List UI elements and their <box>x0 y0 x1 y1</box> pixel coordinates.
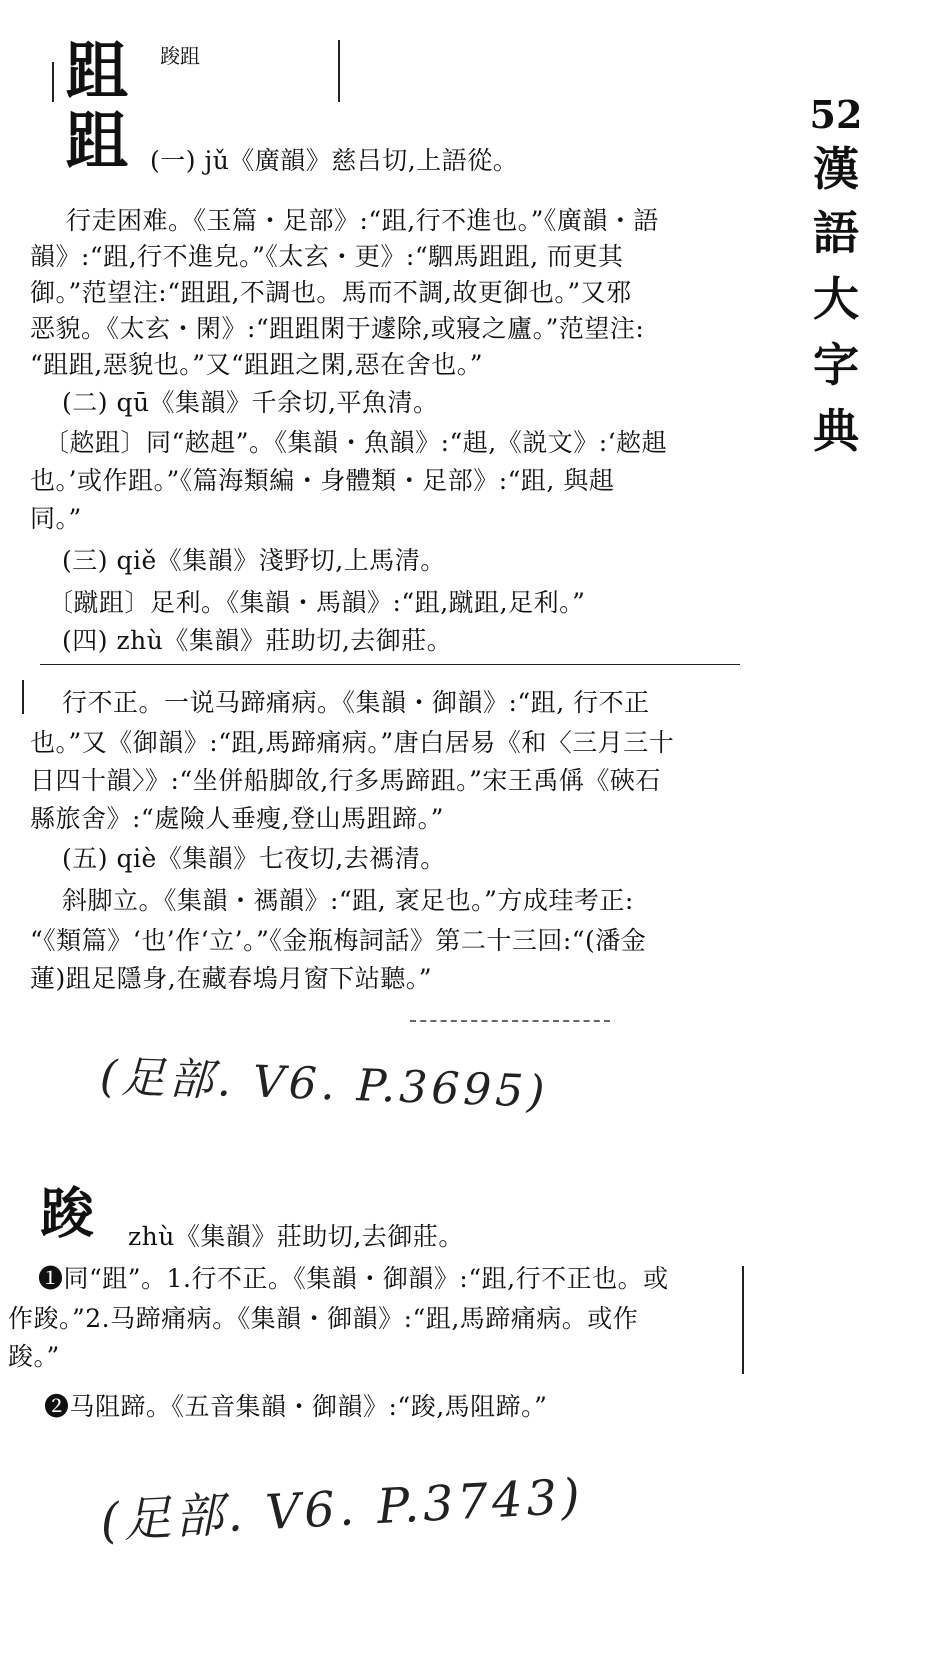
entry2-line-3: 作踆。”2.马蹄痛病。《集韻・御韻》:“跙,馬蹄痛病。或作 <box>8 1304 639 1333</box>
entry1-line-13: (四) zhù《集韻》莊助切,去御莊。 <box>62 626 453 655</box>
sidebar-title-4: 字 <box>813 338 859 392</box>
sidebar-title-1: 漢 <box>813 142 859 196</box>
entry1-line-19: 斜脚立。《集韻・禡韻》:“跙, 衺足也。”方成珪考正: <box>62 886 634 915</box>
handwritten-note-1: (足部. V6. P.3695) <box>99 1051 550 1118</box>
entry2-line-4: 踆。” <box>8 1342 60 1371</box>
entry1-line-4: 御。”范望注:“跙跙,不調也。馬而不調,故更御也。”又邪 <box>30 278 632 307</box>
entry1-line-15: 也。”又《御韻》:“跙,馬蹄痛病。”唐白居易《和〈三月三十 <box>30 728 675 757</box>
entry1-line-21: 蓮)跙足隱身,在藏春塢月窗下站聽。” <box>30 964 432 993</box>
entry1-line-11: (三) qiě《集韻》淺野切,上馬清。 <box>62 546 446 575</box>
left-margin-bar-2 <box>22 680 24 714</box>
headword-label: 踆跙 <box>160 44 200 68</box>
dotted-separator <box>410 1020 610 1022</box>
section-divider <box>40 664 740 665</box>
entry1-line-9: 也。’或作跙。”《篇海類編・身體類・足部》:“跙, 與趄 <box>30 466 615 495</box>
headword-main: 跙 <box>66 104 129 177</box>
entry2-line-5: ❷马阻蹄。《五音集韻・御韻》:“踆,馬阻蹄。” <box>44 1392 548 1421</box>
headword-2: 踆 <box>40 1181 94 1245</box>
entry1-line-1: (一) jǔ《廣韻》慈吕切,上語從。 <box>150 146 519 175</box>
left-margin-bar <box>52 62 54 102</box>
entry1-line-20: “《類篇》‘也’作‘立’。”《金瓶梅詞話》第二十三回:“(潘金 <box>30 926 647 955</box>
sidebar-title-5: 典 <box>813 404 859 458</box>
right-margin-bar <box>742 1266 744 1374</box>
entry1-line-18: (五) qiè《集韻》七夜切,去禡清。 <box>62 844 446 873</box>
entry1-line-14: 行不正。一说马蹄痛病。《集韻・御韻》:“跙, 行不正 <box>62 688 650 717</box>
entry1-line-10: 同。” <box>30 504 82 533</box>
entry1-line-3: 韻》:“跙,行不進皃。”《太玄・更》:“駟馬跙跙, 而更其 <box>30 242 624 271</box>
entry1-line-8: 〔趑跙〕同“趑趄”。《集韻・魚韻》:“趄,《説文》:‘趑趄 <box>44 428 668 457</box>
handwritten-note-2: (足部. V6. P.3743) <box>99 1468 586 1550</box>
entry1-line-16: 日四十韻〉》:“坐併船脚㪉,行多馬蹄跙。”宋王禹偁《硤石 <box>30 766 661 795</box>
page-number: 52 <box>809 92 863 137</box>
entry1-line-12: 〔蹴跙〕足利。《集韻・馬韻》:“跙,蹴跙,足利。” <box>48 588 586 617</box>
entry1-line-5: 恶貌。《太玄・閑》:“跙跙閑于遽除,或寢之廬。”范望注: <box>30 314 645 343</box>
headword-top: 跙 <box>66 34 129 107</box>
entry1-line-6: “跙跙,惡貌也。”又“跙跙之閑,惡在舍也。” <box>30 350 484 379</box>
entry2-line-2: ❶同“跙”。1.行不正。《集韻・御韻》:“跙,行不正也。或 <box>38 1264 669 1293</box>
entry1-line-17: 縣旅舍》:“處險人垂瘦,登山馬跙蹄。” <box>30 804 444 833</box>
entry1-line-7: (二) qū《集韻》千余切,平魚清。 <box>62 388 439 417</box>
entry2-line-1: zhù《集韻》莊助切,去御莊。 <box>128 1222 464 1251</box>
sidebar-title-3: 大 <box>813 272 859 326</box>
entry1-line-2: 行走困难。《玉篇・足部》:“跙,行不進也。”《廣韻・語 <box>66 206 659 235</box>
sidebar-title-2: 語 <box>813 206 859 260</box>
header-right-bar <box>338 40 340 102</box>
